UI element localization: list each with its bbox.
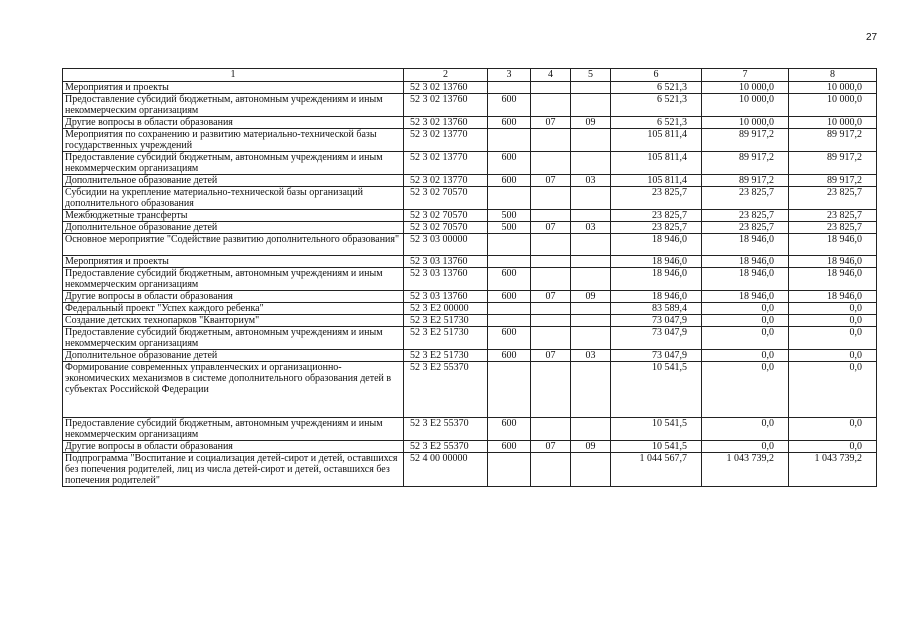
amount-year-2: 23 825,7 <box>702 222 789 234</box>
amount-year-1: 10 541,5 <box>611 362 702 418</box>
amount-year-1: 10 541,5 <box>611 441 702 453</box>
amount-year-2: 18 946,0 <box>702 234 789 256</box>
table-row <box>63 350 877 362</box>
target-article-code: 52 3 02 13760 <box>404 117 488 129</box>
target-article-code: 52 3 02 13760 <box>404 82 488 94</box>
column-header: 7 <box>702 69 789 82</box>
section-code <box>531 418 571 441</box>
subsection-code <box>571 303 611 315</box>
amount-year-1: 23 825,7 <box>611 210 702 222</box>
subsection-code <box>571 453 611 487</box>
amount-year-3: 10 000,0 <box>789 82 877 94</box>
amount-year-2: 18 946,0 <box>702 268 789 291</box>
expense-type-code: 600 <box>488 418 531 441</box>
amount-year-2: 0,0 <box>702 327 789 350</box>
table-row <box>63 291 877 303</box>
amount-year-1: 6 521,3 <box>611 94 702 117</box>
table-row <box>63 315 877 327</box>
amount-year-2: 10 000,0 <box>702 117 789 129</box>
section-code <box>531 129 571 152</box>
subsection-code <box>571 129 611 152</box>
section-code: 07 <box>531 175 571 187</box>
section-code: 07 <box>531 222 571 234</box>
target-article-code: 52 3 02 13770 <box>404 152 488 175</box>
target-article-code: 52 3 03 13760 <box>404 268 488 291</box>
expense-type-code: 500 <box>488 222 531 234</box>
section-code: 07 <box>531 117 571 129</box>
amount-year-2: 23 825,7 <box>702 210 789 222</box>
table-row <box>63 362 877 418</box>
amount-year-1: 6 521,3 <box>611 82 702 94</box>
expense-type-code: 600 <box>488 291 531 303</box>
expense-type-code: 600 <box>488 441 531 453</box>
amount-year-2: 0,0 <box>702 315 789 327</box>
row-name: Предоставление субсидий бюджетным, автономным учреждениям и иным некоммерческим организациям <box>63 268 404 291</box>
table-row <box>63 453 877 487</box>
table-row <box>63 222 877 234</box>
section-code <box>531 152 571 175</box>
table-row <box>63 187 877 210</box>
subsection-code <box>571 210 611 222</box>
row-name: Другие вопросы в области образования <box>63 117 404 129</box>
amount-year-3: 0,0 <box>789 350 877 362</box>
subsection-code <box>571 256 611 268</box>
table-row <box>63 234 877 256</box>
amount-year-2: 10 000,0 <box>702 82 789 94</box>
subsection-code <box>571 362 611 418</box>
amount-year-1: 18 946,0 <box>611 256 702 268</box>
section-code: 07 <box>531 291 571 303</box>
column-header: 4 <box>531 69 571 82</box>
amount-year-1: 23 825,7 <box>611 187 702 210</box>
expense-type-code <box>488 362 531 418</box>
table-row <box>63 175 877 187</box>
subsection-code: 09 <box>571 291 611 303</box>
amount-year-1: 23 825,7 <box>611 222 702 234</box>
row-name: Предоставление субсидий бюджетным, автономным учреждениям и иным некоммерческим организациям <box>63 152 404 175</box>
amount-year-2: 89 917,2 <box>702 129 789 152</box>
amount-year-2: 89 917,2 <box>702 152 789 175</box>
section-code <box>531 94 571 117</box>
table-row <box>63 327 877 350</box>
target-article-code: 52 3 03 13760 <box>404 291 488 303</box>
target-article-code: 52 3 E2 51730 <box>404 350 488 362</box>
target-article-code: 52 3 E2 51730 <box>404 315 488 327</box>
expense-type-code: 600 <box>488 327 531 350</box>
amount-year-3: 89 917,2 <box>789 175 877 187</box>
page-number: 27 <box>866 32 878 43</box>
subsection-code: 03 <box>571 222 611 234</box>
expense-type-code <box>488 129 531 152</box>
section-code <box>531 256 571 268</box>
target-article-code: 52 3 02 70570 <box>404 222 488 234</box>
target-article-code: 52 3 E2 00000 <box>404 303 488 315</box>
column-header: 1 <box>63 69 404 82</box>
amount-year-1: 73 047,9 <box>611 315 702 327</box>
amount-year-3: 18 946,0 <box>789 256 877 268</box>
row-name: Предоставление субсидий бюджетным, автономным учреждениям и иным некоммерческим организациям <box>63 418 404 441</box>
column-header: 5 <box>571 69 611 82</box>
subsection-code <box>571 268 611 291</box>
table-row <box>63 117 877 129</box>
row-name: Межбюджетные трансферты <box>63 210 404 222</box>
amount-year-2: 0,0 <box>702 441 789 453</box>
amount-year-1: 10 541,5 <box>611 418 702 441</box>
subsection-code: 09 <box>571 441 611 453</box>
expense-type-code <box>488 187 531 210</box>
budget-table <box>62 68 877 487</box>
subsection-code <box>571 94 611 117</box>
row-name: Мероприятия и проекты <box>63 82 404 94</box>
subsection-code <box>571 187 611 210</box>
expense-type-code <box>488 256 531 268</box>
section-code <box>531 362 571 418</box>
table-row <box>63 418 877 441</box>
row-name: Дополнительное образование детей <box>63 175 404 187</box>
section-code: 07 <box>531 350 571 362</box>
column-number-header-row <box>63 69 877 82</box>
table-row <box>63 129 877 152</box>
amount-year-1: 105 811,4 <box>611 152 702 175</box>
section-code <box>531 453 571 487</box>
amount-year-3: 10 000,0 <box>789 94 877 117</box>
row-name: Мероприятия по сохранению и развитию материально-технической базы государственных учреждений <box>63 129 404 152</box>
table-row <box>63 152 877 175</box>
expense-type-code: 500 <box>488 210 531 222</box>
amount-year-2: 0,0 <box>702 418 789 441</box>
expense-type-code <box>488 453 531 487</box>
amount-year-1: 1 044 567,7 <box>611 453 702 487</box>
column-header: 3 <box>488 69 531 82</box>
section-code <box>531 327 571 350</box>
row-name: Подпрограмма "Воспитание и социализация детей-сирот и детей, оставшихся без попечения родителей, лиц из числа детей-сирот и детей, оставшихся без попечения родителей" <box>63 453 404 487</box>
target-article-code: 52 3 E2 55370 <box>404 441 488 453</box>
expense-type-code: 600 <box>488 268 531 291</box>
subsection-code <box>571 234 611 256</box>
subsection-code: 09 <box>571 117 611 129</box>
amount-year-1: 6 521,3 <box>611 117 702 129</box>
expense-type-code <box>488 234 531 256</box>
expense-type-code: 600 <box>488 117 531 129</box>
expense-type-code <box>488 303 531 315</box>
target-article-code: 52 3 E2 55370 <box>404 362 488 418</box>
amount-year-3: 1 043 739,2 <box>789 453 877 487</box>
amount-year-1: 105 811,4 <box>611 175 702 187</box>
amount-year-3: 18 946,0 <box>789 234 877 256</box>
amount-year-2: 23 825,7 <box>702 187 789 210</box>
expense-type-code: 600 <box>488 350 531 362</box>
amount-year-2: 1 043 739,2 <box>702 453 789 487</box>
amount-year-3: 89 917,2 <box>789 129 877 152</box>
amount-year-2: 0,0 <box>702 350 789 362</box>
row-name: Дополнительное образование детей <box>63 350 404 362</box>
amount-year-3: 23 825,7 <box>789 187 877 210</box>
subsection-code <box>571 82 611 94</box>
target-article-code: 52 3 03 13760 <box>404 256 488 268</box>
target-article-code: 52 3 E2 51730 <box>404 327 488 350</box>
column-header: 6 <box>611 69 702 82</box>
target-article-code: 52 3 02 70570 <box>404 187 488 210</box>
row-name: Дополнительное образование детей <box>63 222 404 234</box>
amount-year-2: 89 917,2 <box>702 175 789 187</box>
amount-year-3: 23 825,7 <box>789 222 877 234</box>
amount-year-1: 105 811,4 <box>611 129 702 152</box>
table-row <box>63 303 877 315</box>
table-row <box>63 256 877 268</box>
amount-year-3: 0,0 <box>789 441 877 453</box>
section-code <box>531 268 571 291</box>
subsection-code <box>571 152 611 175</box>
target-article-code: 52 3 02 13770 <box>404 129 488 152</box>
amount-year-1: 18 946,0 <box>611 291 702 303</box>
amount-year-2: 18 946,0 <box>702 291 789 303</box>
target-article-code: 52 3 02 70570 <box>404 210 488 222</box>
row-name: Мероприятия и проекты <box>63 256 404 268</box>
table-row <box>63 94 877 117</box>
table-row <box>63 441 877 453</box>
subsection-code <box>571 327 611 350</box>
amount-year-3: 23 825,7 <box>789 210 877 222</box>
target-article-code: 52 3 03 00000 <box>404 234 488 256</box>
row-name: Другие вопросы в области образования <box>63 291 404 303</box>
expense-type-code: 600 <box>488 94 531 117</box>
expense-type-code: 600 <box>488 175 531 187</box>
expense-type-code <box>488 82 531 94</box>
section-code <box>531 210 571 222</box>
amount-year-2: 0,0 <box>702 362 789 418</box>
row-name: Субсидии на укрепление материально-технической базы организаций дополнительного образования <box>63 187 404 210</box>
expense-type-code: 600 <box>488 152 531 175</box>
amount-year-3: 18 946,0 <box>789 291 877 303</box>
amount-year-2: 18 946,0 <box>702 256 789 268</box>
amount-year-2: 0,0 <box>702 303 789 315</box>
amount-year-1: 73 047,9 <box>611 350 702 362</box>
subsection-code <box>571 418 611 441</box>
row-name: Основное мероприятие "Содействие развитию дополнительного образования" <box>63 234 404 256</box>
amount-year-3: 0,0 <box>789 418 877 441</box>
target-article-code: 52 4 00 00000 <box>404 453 488 487</box>
column-header: 8 <box>789 69 877 82</box>
amount-year-1: 83 589,4 <box>611 303 702 315</box>
amount-year-1: 18 946,0 <box>611 268 702 291</box>
amount-year-3: 0,0 <box>789 327 877 350</box>
row-name: Предоставление субсидий бюджетным, автономным учреждениям и иным некоммерческим организациям <box>63 94 404 117</box>
column-header: 2 <box>404 69 488 82</box>
row-name: Создание детских технопарков "Кванториум" <box>63 315 404 327</box>
subsection-code <box>571 315 611 327</box>
subsection-code: 03 <box>571 175 611 187</box>
row-name: Формирование современных управленческих и организационно-экономических механизмов в системе дополнительного образования детей в субъектах Российской Федерации <box>63 362 404 418</box>
amount-year-3: 0,0 <box>789 303 877 315</box>
section-code: 07 <box>531 441 571 453</box>
row-name: Другие вопросы в области образования <box>63 441 404 453</box>
amount-year-1: 73 047,9 <box>611 327 702 350</box>
section-code <box>531 82 571 94</box>
section-code <box>531 315 571 327</box>
target-article-code: 52 3 02 13770 <box>404 175 488 187</box>
table-body <box>63 69 877 487</box>
amount-year-1: 18 946,0 <box>611 234 702 256</box>
section-code <box>531 234 571 256</box>
amount-year-3: 0,0 <box>789 315 877 327</box>
amount-year-3: 0,0 <box>789 362 877 418</box>
amount-year-3: 10 000,0 <box>789 117 877 129</box>
table-row <box>63 268 877 291</box>
subsection-code: 03 <box>571 350 611 362</box>
row-name: Федеральный проект "Успех каждого ребенка" <box>63 303 404 315</box>
target-article-code: 52 3 E2 55370 <box>404 418 488 441</box>
table-row <box>63 210 877 222</box>
table-row <box>63 82 877 94</box>
amount-year-3: 89 917,2 <box>789 152 877 175</box>
section-code <box>531 303 571 315</box>
expense-type-code <box>488 315 531 327</box>
section-code <box>531 187 571 210</box>
amount-year-3: 18 946,0 <box>789 268 877 291</box>
row-name: Предоставление субсидий бюджетным, автономным учреждениям и иным некоммерческим организациям <box>63 327 404 350</box>
target-article-code: 52 3 02 13760 <box>404 94 488 117</box>
amount-year-2: 10 000,0 <box>702 94 789 117</box>
